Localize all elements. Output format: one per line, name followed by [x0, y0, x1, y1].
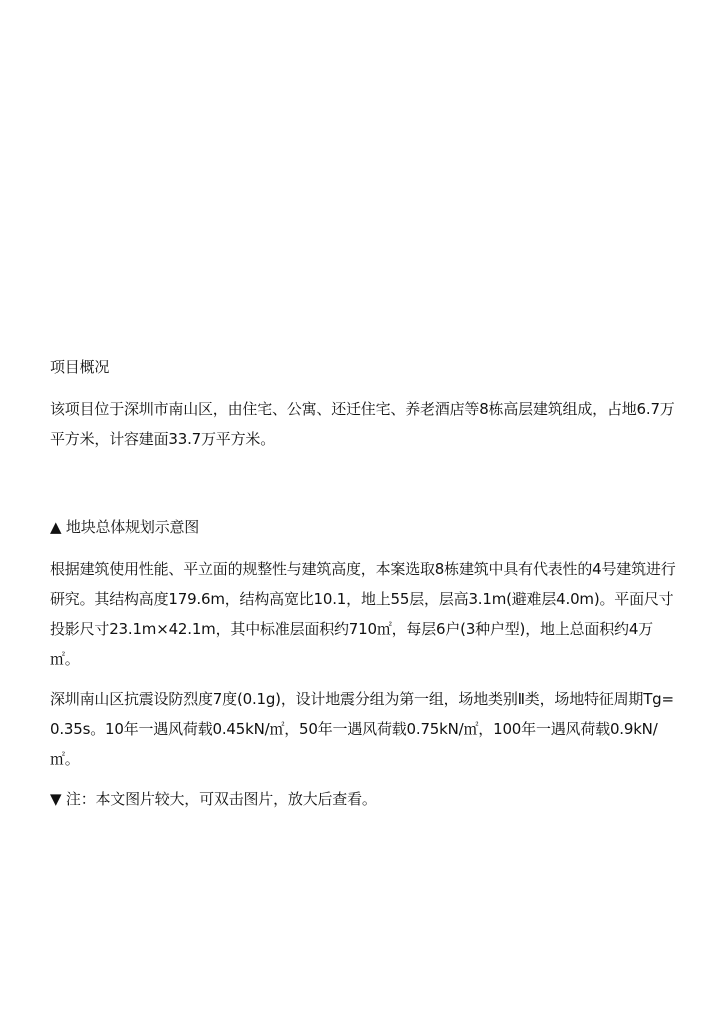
figure-caption: ▲ 地块总体规划示意图	[50, 518, 200, 536]
structure-paragraph: 根据建筑使用性能、平立面的规整性与建筑高度，本案选取8栋建筑中具有代表性的4号建筑进行研究。其结构高度179.6m，结构高宽比10.1，地上55层，层高3.1m(避难层4.0m)。平面尺寸投影尺寸23.1m×42.1m，其中标准层面积约710㎡，每层6户(3种户型)，地上总面积约4万㎡。	[50, 560, 676, 668]
article-body	[50, 352, 680, 814]
intro-paragraph: 该项目位于深圳市南山区，由住宅、公寓、还迁住宅、养老酒店等8栋高层建筑组成，占地6.7万平方米，计容建面33.7万平方米。	[50, 400, 675, 448]
seismic-paragraph: 深圳南山区抗震设防烈度7度(0.1g)，设计地震分组为第一组，场地类别Ⅱ类，场地特征周期Tg=0.35s。10年一遇风荷载0.45kN/㎡，50年一遇风荷载0.75kN/㎡，100年一遇风荷载0.9kN/㎡。	[50, 690, 674, 768]
image-note: ▼ 注：本文图片较大，可双击图片，放大后查看。	[50, 790, 377, 808]
section-title: 项目概况	[50, 358, 110, 376]
